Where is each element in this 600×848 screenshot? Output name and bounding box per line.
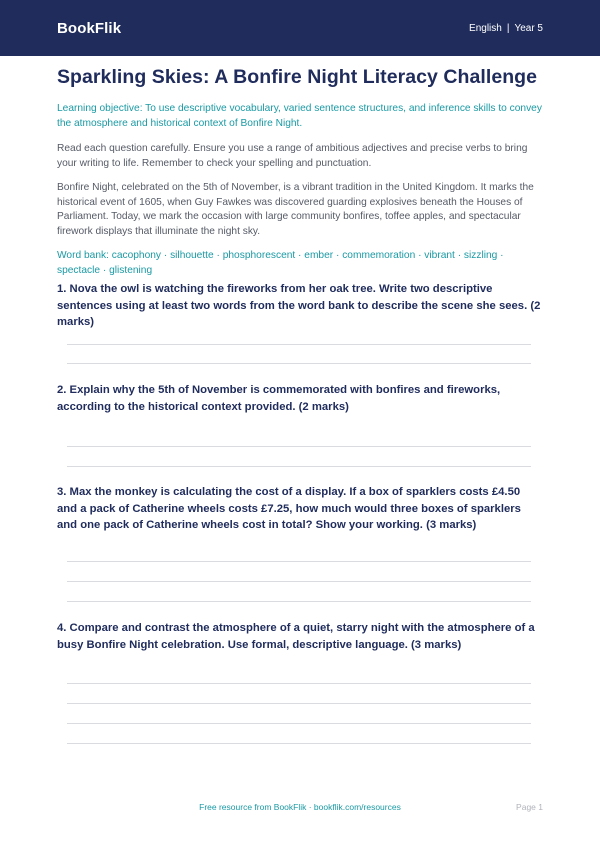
page-number: Page 1 [516,802,543,812]
learning-objective: Learning objective: To use descriptive vocabulary, varied sentence structures, and inference skills to convey the atmosphere and historical context of Bonfire Night. [57,103,542,129]
answer-line[interactable] [67,723,531,724]
answer-line[interactable] [67,601,531,602]
answer-line[interactable] [67,581,531,582]
answer-line[interactable] [67,466,531,467]
answer-line[interactable] [67,703,531,704]
page-footer [0,802,600,814]
question-1: 1. Nova the owl is watching the fireworks from her oak tree. Write two descriptive sentences using at least two words from the word bank to describe the scene she sees. (2 marks) [57,283,541,328]
year-label: Year 5 [514,22,543,34]
answer-line[interactable] [67,743,531,744]
answer-line[interactable] [67,683,531,684]
subject-year [469,23,543,34]
context-paragraph: Bonfire Night, celebrated on the 5th of November, is a vibrant tradition in the United Kingdom. It marks the historical event of 1605, when Guy Fawkes was discovered guarding explosives beneath the Houses of Parliament. Today, we mark the occasion with large community bonfires, toffee apples, and spectacular firework displays that illuminate the night sky. [57,182,534,237]
intro-section [57,64,543,278]
question-3: 3. Max the monkey is calculating the cost of a display. If a box of sparklers costs £4.50 and a pack of Catherine wheels costs £7.25, how much would three boxes of sparklers and one pack of Catherine wheels cost in total? Show your working. (3 marks) [57,486,521,531]
answer-line[interactable] [67,363,531,364]
question-4: 4. Compare and contrast the atmosphere of a quiet, starry night with the atmosphere of a busy Bonfire Night celebration. Use formal, descriptive language. (3 marks) [57,622,535,651]
subject-label: English [469,22,502,34]
instructions-paragraph: Read each question carefully. Ensure you use a range of ambitious adjectives and precise verbs to bring your writing to life. Remember to check your spelling and punctuation. [57,143,528,169]
answer-line[interactable] [67,446,531,447]
answer-line[interactable] [67,344,531,345]
question-2: 2. Explain why the 5th of November is commemorated with bonfires and fireworks, according to the historical context provided. (2 marks) [57,384,501,413]
header-bar [0,0,600,56]
page-title: Sparkling Skies: A Bonfire Night Literacy Challenge [57,66,538,88]
word-bank: Word bank: cacophony · silhouette · phosphorescent · ember · commemoration · vibrant · sizzling · spectacle · glistening [57,250,504,276]
answer-line[interactable] [67,561,531,562]
brand-logo: BookFlik [57,19,122,37]
footer-source-link[interactable]: Free resource from BookFlik · bookflik.com/resources [199,802,401,812]
subject-separator: | [506,22,510,34]
